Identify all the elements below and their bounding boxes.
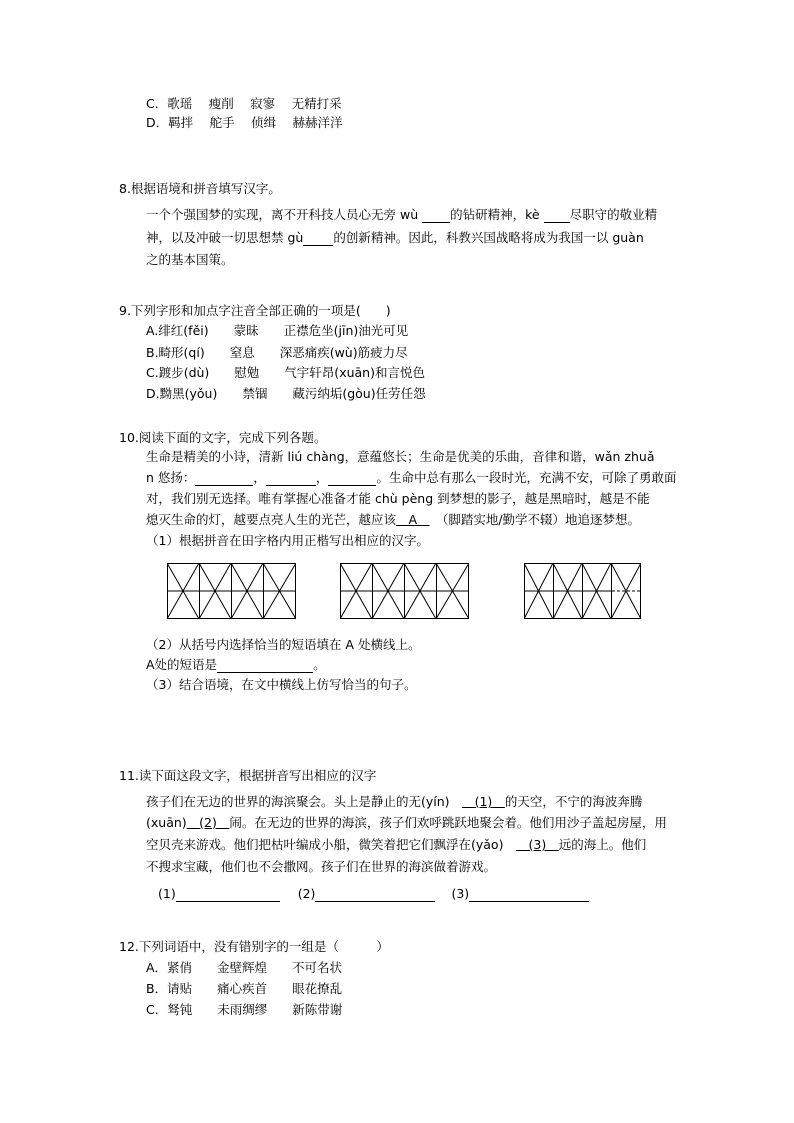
q11-answer-label-3: (3) [451, 886, 470, 901]
q11-para-line-2 [146, 815, 667, 831]
q9-option-c: C.踱步(dù) 慰勉 气宇轩昂(xuān)和言悦色 [146, 365, 425, 380]
q10-blank-a[interactable]: A [396, 512, 430, 527]
tianzige-grid-3[interactable] [524, 563, 641, 619]
q10-answer-a-blank[interactable] [217, 659, 313, 673]
tianzige-grid-2[interactable] [340, 563, 469, 619]
q10-text: 。 [313, 657, 326, 672]
q11-text: 远的海上。他们 [558, 837, 647, 852]
q11-blank-3-label: (3) [528, 837, 547, 852]
q7-option-d: D．羁拌 舵手 侦缉 赫赫洋洋 [146, 115, 343, 130]
q8-text: 的钻研精神，kè [450, 207, 544, 222]
q10-para-line-3: 对，我们别无选择。唯有掌握心准备才能 chù pèng 到梦想的影子，越是黑暗时，越是不能 [146, 491, 650, 506]
q11-blank-2[interactable] [187, 815, 230, 830]
q11-answer-blank-3[interactable] [469, 888, 589, 902]
q11-answer-blank-1[interactable] [176, 888, 280, 902]
q10-sub-2-answer [146, 657, 326, 673]
q11-blank-2-label: (2) [199, 815, 217, 830]
q10-text: 熄灭生命的灯，越要点亮人生的光芒，越应该 [146, 512, 397, 527]
q10-text: （脚踏实地/勤学不辍）地追逐梦想。 [442, 512, 641, 527]
tianzige-grid-1[interactable] [167, 563, 296, 619]
q9-title: 9.下列字形和加点字注音全部正确的一项是( ) [119, 303, 391, 318]
q10-para-line-4 [146, 512, 640, 528]
q11-title: 11.读下面这段文字，根据拼音写出相应的汉字 [119, 768, 377, 783]
q12-option-c: C．驽钝 未雨绸缪 新陈带谢 [146, 1002, 343, 1017]
q11-para-line-4: 不搜求宝藏，他们也不会撒网。孩子们在世界的海滨做着游戏。 [146, 859, 497, 874]
q10-text: ， [315, 470, 329, 485]
q8-line-2 [146, 230, 644, 246]
q10-sub-2: （2）从括号内选择恰当的短语填在 A 处横线上。 [146, 637, 421, 652]
q9-option-b: B.畸形(qí) 窒息 深恶痛疾(wù)筋疲力尽 [146, 345, 408, 360]
q11-blank-1-label: (1) [474, 794, 493, 809]
q8-text: 神，以及冲破一切思想禁 gù [146, 230, 304, 245]
q11-blank-1[interactable] [462, 794, 505, 809]
q8-text: 一个个强国梦的实现，离不开科技人员心无旁 wù [146, 207, 423, 222]
tianzige-grid-3-svg [524, 563, 641, 619]
q10-text: A处的短语是 [146, 657, 218, 672]
q8-blank-3[interactable] [303, 232, 333, 246]
q11-answer-label-1: (1) [158, 886, 176, 901]
q10-blank-2[interactable] [266, 472, 316, 486]
q11-answers [158, 886, 589, 902]
q11-text: (xuān) [146, 815, 187, 830]
q10-sub-3: （3）结合语境，在文中横线上仿写恰当的句子。 [146, 677, 417, 692]
q12-option-b: B．请贴 痛心疾首 眼花撩乱 [146, 981, 343, 996]
q11-text: 闹。在无边的世界的海滨，孩子们欢呼跳跃地聚会着。他们用沙子盖起房屋，用 [229, 815, 667, 830]
q9-option-d: D.黝黑(yǒu) 禁锢 藏污纳垢(gòu)任劳任怨 [146, 386, 426, 401]
q10-text: n 悠扬： [146, 470, 196, 485]
q11-para-line-1 [146, 794, 642, 810]
q10-text: ， [253, 470, 266, 485]
q10-sub-1: （1）根据拼音在田字格内用正楷写出相应的汉字。 [146, 533, 429, 548]
tianzige-grid-1-svg [167, 563, 296, 619]
q8-blank-2[interactable] [544, 209, 570, 223]
q10-blank-1[interactable] [195, 472, 253, 486]
q7-option-c: C．歌瑶 瘦削 寂寥 无精打采 [146, 96, 342, 111]
q11-text: 的天空，不宁的海波奔腾 [504, 794, 643, 809]
q8-text: 尽职守的敬业精 [569, 207, 658, 222]
q10-para-line-2 [146, 470, 676, 486]
q8-line-3: 之的基本国策。 [146, 252, 234, 267]
q11-blank-3[interactable] [516, 837, 559, 852]
q10-para-line-1: 生命是精美的小诗，清新 liú chàng，意蕴悠长；生命是优美的乐曲，音律和谐，wǎn zhuǎ [146, 449, 655, 464]
q11-text: 孩子们在无边的世界的海滨聚会。头上是静止的无(yín) [146, 794, 450, 809]
q8-text: 的创新精神。因此，科教兴国战略将成为我国一以 guàn [333, 230, 644, 245]
q10-text: 。生命中总有那么一段时光，充满不安，可除了勇敢面 [376, 470, 677, 485]
q8-title: 8.根据语境和拼音填写汉字。 [119, 181, 281, 196]
q11-answer-label-2: (2) [297, 886, 316, 901]
q12-title: 12.下列词语中，没有错别字的一组是（ ） [119, 939, 389, 954]
q12-option-a: A．紧俏 金壁辉煌 不可名状 [146, 960, 343, 975]
q10-title: 10.阅读下面的文字，完成下列各题。 [119, 430, 327, 445]
q11-para-line-3 [146, 837, 646, 853]
q11-answer-blank-2[interactable] [315, 888, 435, 902]
q8-line-1 [146, 207, 657, 223]
q9-option-a: A.绯红(fěi) 蒙昧 正襟危坐(jīn)油光可见 [146, 323, 409, 338]
q10-blank-3[interactable] [328, 472, 376, 486]
q8-blank-1[interactable] [422, 209, 450, 223]
q11-text: 空贝壳来游戏。他们把枯叶编成小船，微笑着把它们飘浮在(yǎo) [146, 837, 504, 852]
tianzige-grid-2-svg [340, 563, 469, 619]
